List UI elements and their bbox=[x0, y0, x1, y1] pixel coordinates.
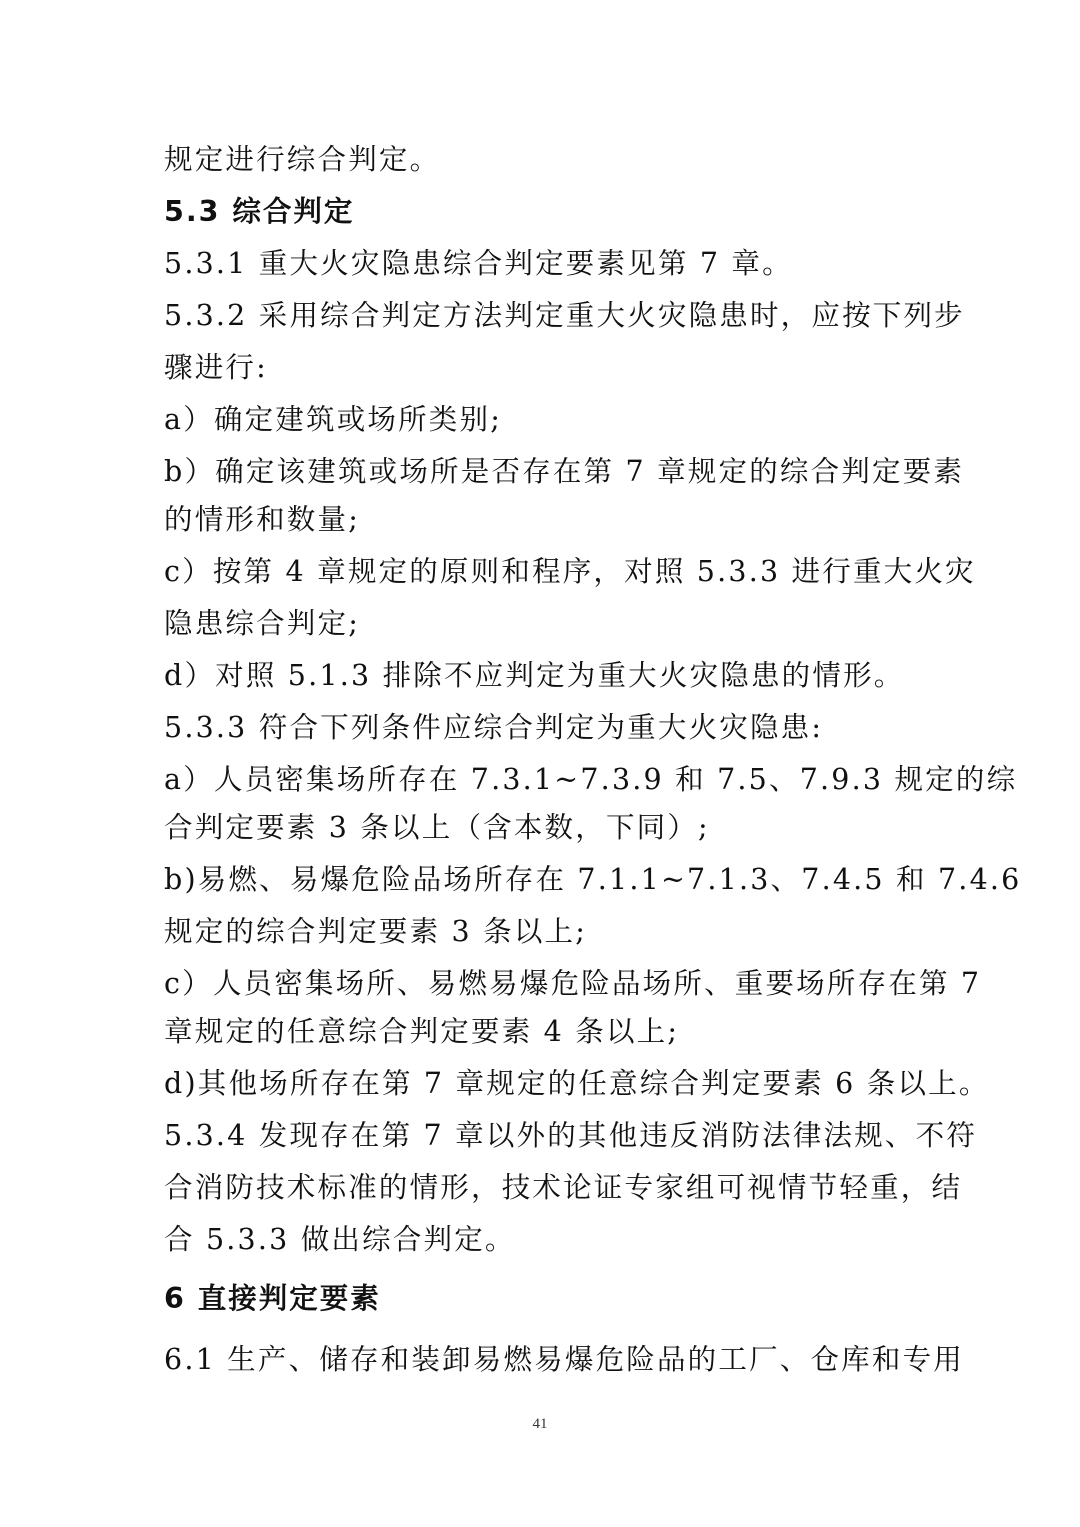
body-text-line: 合 5.3.3 做出综合判定。 bbox=[164, 1223, 516, 1256]
list-item-b: b）确定该建筑或场所是否存在第 7 章规定的综合判定要素 bbox=[164, 455, 965, 488]
body-text-line: 规定进行综合判定。 bbox=[164, 143, 441, 176]
clause-5-3-1: 5.3.1 重大火灾隐患综合判定要素见第 7 章。 bbox=[164, 247, 793, 280]
list-item-d: d）对照 5.1.3 排除不应判定为重大火灾隐患的情形。 bbox=[164, 659, 905, 692]
body-text-line: 的情形和数量; bbox=[164, 503, 361, 536]
clause-6-1: 6.1 生产、储存和装卸易燃易爆危险品的工厂、仓库和专用 bbox=[164, 1343, 964, 1376]
section-heading-5-3: 5.3 综合判定 bbox=[164, 195, 355, 228]
body-text-line: 规定的综合判定要素 3 条以上; bbox=[164, 915, 588, 948]
list-item-c: c）按第 4 章规定的原则和程序，对照 5.3.3 进行重大火灾 bbox=[164, 555, 976, 588]
list-item-c: c）人员密集场所、易燃易爆危险品场所、重要场所存在第 7 bbox=[164, 967, 982, 1000]
body-text-line: 合判定要素 3 条以上（含本数，下同）; bbox=[164, 811, 710, 844]
clause-5-3-3: 5.3.3 符合下列条件应综合判定为重大火灾隐患: bbox=[164, 711, 824, 744]
body-text-line: 章规定的任意综合判定要素 4 条以上; bbox=[164, 1015, 680, 1048]
body-text-line: 合消防技术标准的情形，技术论证专家组可视情节轻重，结 bbox=[164, 1171, 963, 1204]
clause-5-3-2: 5.3.2 采用综合判定方法判定重大火灾隐患时，应按下列步 bbox=[164, 299, 965, 332]
clause-5-3-4: 5.3.4 发现存在第 7 章以外的其他违反消防法律法规、不符 bbox=[164, 1119, 978, 1152]
body-text-line: 隐患综合判定; bbox=[164, 607, 361, 640]
section-heading-6: 6 直接判定要素 bbox=[164, 1282, 381, 1315]
list-item-a: a）确定建筑或场所类别; bbox=[164, 403, 502, 436]
list-item-b: b)易燃、易爆危险品场所存在 7.1.1~7.1.3、7.4.5 和 7.4.6 bbox=[164, 863, 1022, 896]
list-item-d: d)其他场所存在第 7 章规定的任意综合判定要素 6 条以上。 bbox=[164, 1067, 990, 1100]
list-item-a: a）人员密集场所存在 7.3.1~7.3.9 和 7.5、7.9.3 规定的综 bbox=[164, 763, 1018, 796]
page-number: 41 bbox=[532, 1416, 548, 1432]
body-text-line: 骤进行: bbox=[164, 351, 268, 384]
